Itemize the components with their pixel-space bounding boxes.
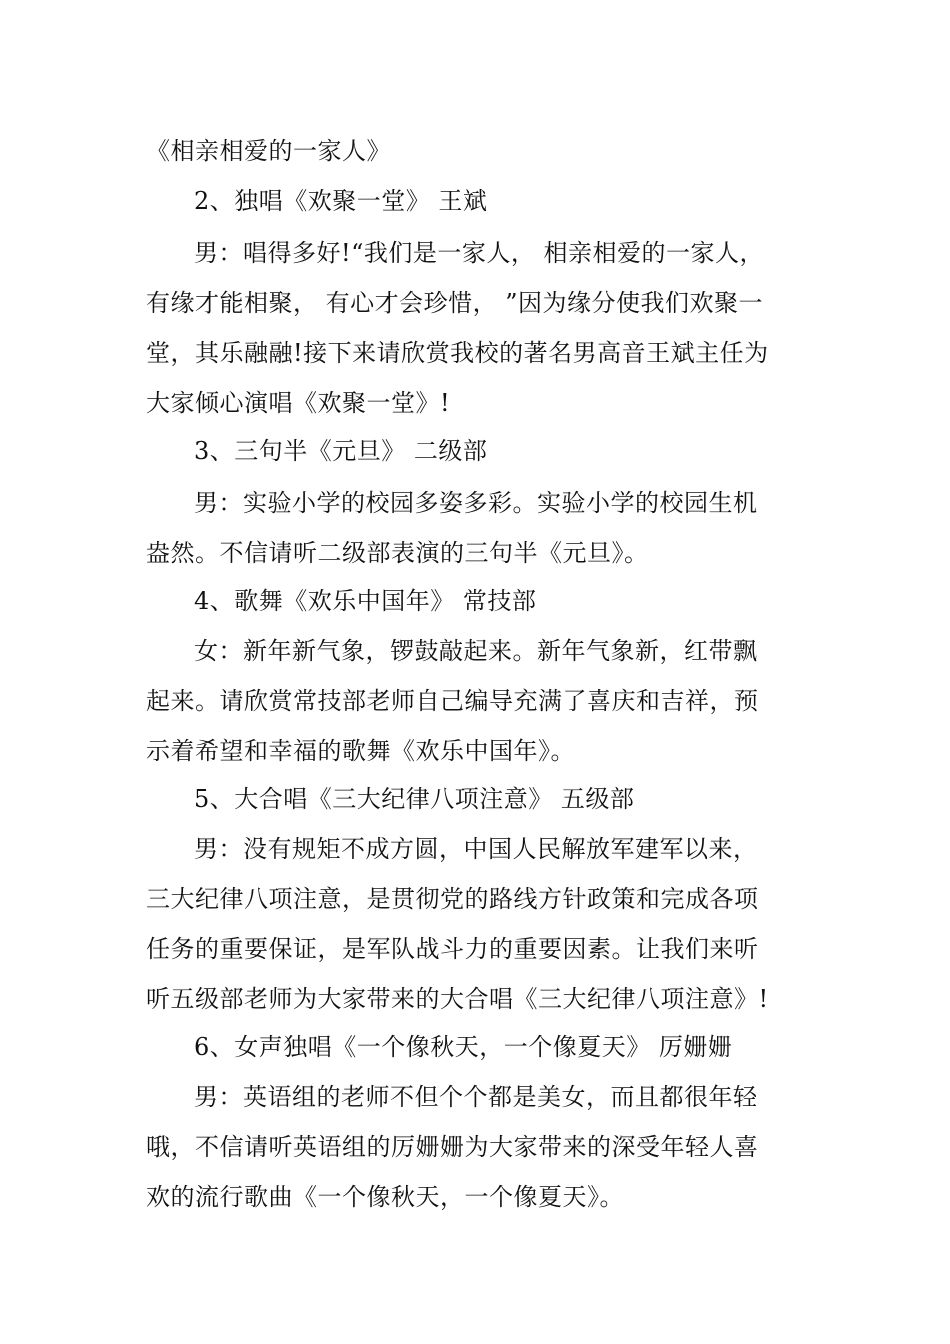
host-line-5-para-cont-1: 三大纪律八项注意，是贯彻党的路线方针政策和完成各项 (146, 885, 759, 913)
program-item-3-heading: 3、三句半《元旦》 二级部 (194, 437, 488, 465)
host-line-6-para-start: 男：英语组的老师不但个个都是美女，而且都很年轻 (194, 1083, 758, 1111)
host-line-5-para-start: 男：没有规矩不成方圆，中国人民解放军建军以来， (194, 835, 758, 863)
host-line-2-para-cont-3: 大家倾心演唱《欢聚一堂》! (146, 389, 451, 417)
host-line-4-para-cont-1: 起来。请欣赏常技部老师自己编导充满了喜庆和吉祥，预 (146, 687, 759, 715)
host-line-5-para-cont-2: 任务的重要保证，是军队战斗力的重要因素。让我们来听 (146, 935, 759, 963)
host-line-2-para-start: 男：唱得多好!“我们是一家人， 相亲相爱的一家人， (194, 239, 765, 267)
host-line-4-para-cont-2: 示着希望和幸福的歌舞《欢乐中国年》。 (146, 737, 575, 765)
host-line-6-para-cont-1: 哦，不信请听英语组的厉姗姗为大家带来的深受年轻人喜 (146, 1133, 759, 1161)
host-line-4-para-start: 女：新年新气象，锣鼓敲起来。新年气象新，红带飘 (194, 637, 758, 665)
host-line-6-para-cont-2: 欢的流行歌曲《一个像秋天，一个像夏天》。 (146, 1183, 624, 1211)
host-line-5-para-cont-3: 听五级部老师为大家带来的大合唱《三大纪律八项注意》! (146, 985, 769, 1013)
host-line-2-para-cont-2: 堂，其乐融融!接下来请欣赏我校的著名男高音王斌主任为 (146, 339, 769, 367)
program-item-6-heading: 6、女声独唱《一个像秋天，一个像夏天》 厉姗姗 (194, 1033, 733, 1061)
program-item-2-heading: 2、独唱《欢聚一堂》 王斌 (194, 187, 488, 215)
program-item-4-heading: 4、歌舞《欢乐中国年》 常技部 (194, 587, 537, 615)
host-line-3-para-start: 男：实验小学的校园多姿多彩。实验小学的校园生机 (194, 489, 758, 517)
text-line-song-title: 《相亲相爱的一家人》 (146, 137, 391, 165)
program-item-5-heading: 5、大合唱《三大纪律八项注意》 五级部 (194, 785, 635, 813)
host-line-2-para-cont-1: 有缘才能相聚， 有心才会珍惜， ”因为缘分使我们欢聚一 (146, 289, 764, 317)
host-line-3-para-cont-1: 盎然。不信请听二级部表演的三句半《元旦》。 (146, 539, 649, 567)
